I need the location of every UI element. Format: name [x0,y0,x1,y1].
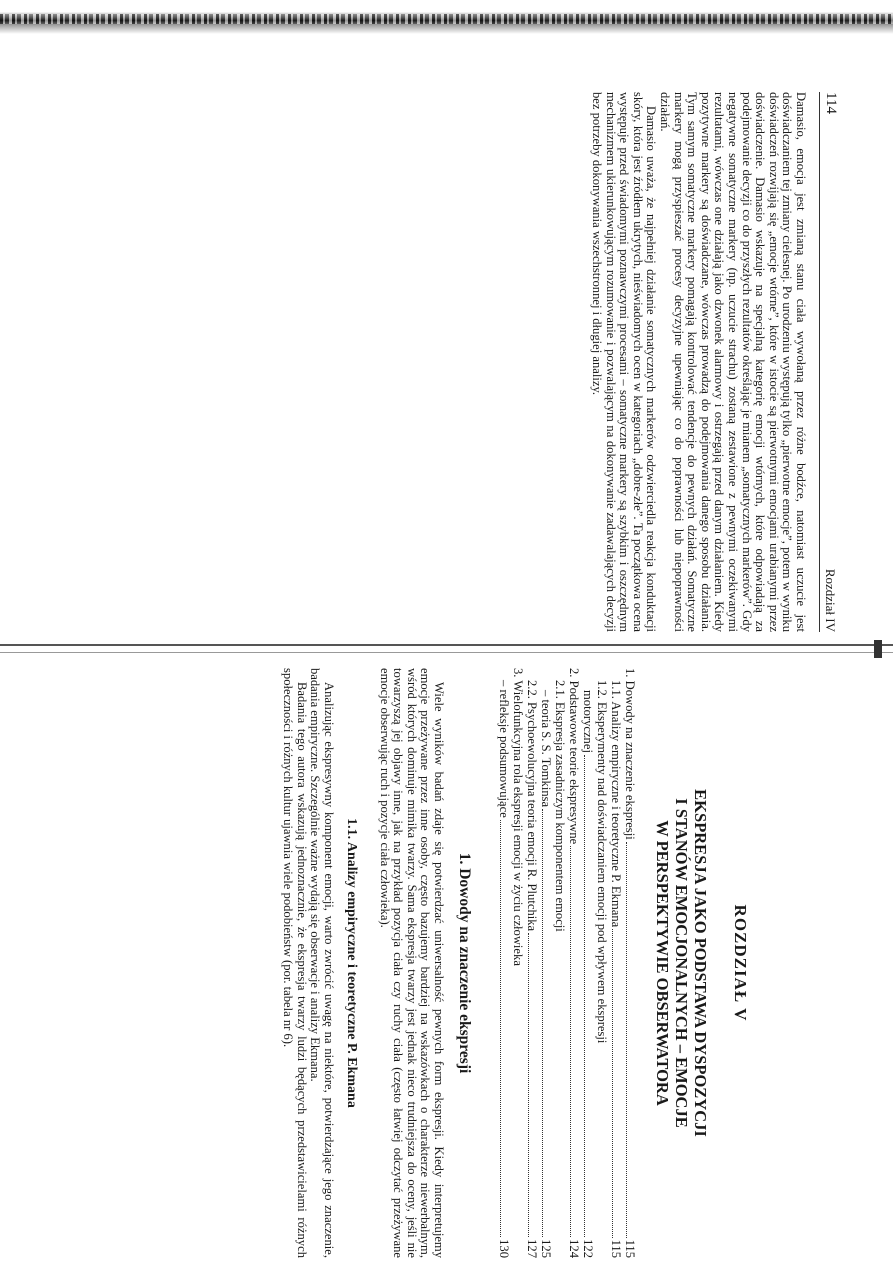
toc-entry-label: 1.2. Eksperymenty nad doświadczaniem emocji pod wpływem ekspresji [595,680,609,1044]
toc-entry-label: motorycznej [581,690,595,753]
toc-entry-label: – teoria S. S. Tomkinsa [539,690,553,808]
chapter-label: ROZDZIAŁ V [731,904,750,1022]
toc-leader-dots [500,820,501,1237]
chapter-title [653,668,710,1258]
page-body [590,92,808,632]
toc-leader-dots [570,846,571,1237]
paragraph: Damasio, emocja jest zmianą stanu ciała wywołaną przez różne bodźce, natomiast uczucie jest doświadczaniem tej zmiany cielesnej. Po urodzeniu występują tylko „pierwotne emocje”, potem w wyniku doświadczeń rozwijają się „emocje wtórne”, które w istocie są pierwotnymi emocjami urabianymi przez doświadczenie. Damasio wskazuje na specjalną kategorię emocji wtórnych, które odpowiadają za podejmowanie decyzji co do przyszłych rezultatów określając je mianem „somatycznych markerów”. Gdy negatywne somatyczne markery (np. uczucie strachu) zostaną zestawione z pewnymi oczekiwanymi rezultatami, wówczas one działają jako dzwonek alarmowy i ostrzegają przed danym działaniem. Kiedy pozytywne markery są doświadczane, wówczas prowadzą do podejmowania danego sposobu działania. Tym samym somatyczne markery pomagają kontrolować tendencje do pewnych działań. Somatyczne markery mogą przyspieszać procesy decyzyjne upewniając co do poprawności lub niepoprawności działań. [658,92,808,632]
page-number: 114 [823,92,839,114]
toc-leader-dots [542,809,543,1237]
chapter-title-line: W PERSPEKTYWIE OBSERWATORA [653,820,672,1106]
page-115 [80,668,790,1258]
subsection-title: 1.1. Analizy empiryczne i teoretyczne P. Ekmana [344,818,360,1108]
toc-leader-dots [584,755,585,1237]
toc-entry [539,668,553,1258]
page-114 [480,92,840,632]
page-divider [0,644,893,646]
scan-mark [874,640,882,658]
toc-entry-page: 125 [539,1239,553,1258]
toc-leader-dots [612,929,613,1237]
running-head-title: Rozdział IV [823,568,838,632]
toc-leader-dots [626,842,627,1238]
running-header [819,92,840,632]
scan-edge-artifact [0,0,893,34]
toc-entry-page: 115 [609,1239,623,1258]
paragraph: Damasio uważa, że najpełniej działanie somatycznych markerów odzwierciedla reakcja konduktacji skóry, która jest źródłem ukrytych, nieświadomych ocen w kategoriach „dobre-złe”. Ta początkowa ocena występuje przed świadomymi poznawczymi procesami – somatyczne markery są szybkim i oszczędnym mechanizmem ukierunkowującym rozumowanie i pozwalającym na dokonywanie zadawalających decyzji bez potrzeby dokonywania wszechstronnej i długiej analizy. [590,92,659,632]
toc-entry [609,668,623,1258]
subsection-body [281,668,335,1258]
toc-entry [567,668,581,1258]
toc-entry-page: 130 [497,1239,511,1258]
toc-entry-page: 124 [567,1239,581,1258]
paragraph: Analizując ekspresywny komponent emocji, warto zwrócić uwagę na niektóre, potwierdzające jego znaczenie, badania empiryczne. Szczególnie ważne wydają się obserwacje i analizy Ekmana. [308,668,337,1258]
toc-entry-page: 122 [581,1239,595,1258]
toc-entry-label: 2.1. Ekspresja zasadniczym komponentem emocji [553,680,567,932]
chapter-title-line: I STANÓW EMOCJONALNYCH – EMOCJE [672,798,691,1128]
toc-entry-page: 127 [525,1239,539,1258]
toc-entry-label: – refleksje podsumowujące [497,680,511,818]
toc-entry [553,668,567,1258]
toc-entry [623,668,637,1258]
toc-entry [581,668,595,1258]
paragraph: Wiele wyników badań zdaje się potwierdzać uniwersalność pewnych form ekspresji. Kiedy interpretujemy emocje przeżywane przez inne osoby, często bazujemy bardziej na wskazówkach o charakterze niewerbalnym, wśród których dominuje mimika twarzy. Sama ekspresja twarzy jest jednak nieco trudniejsza do oceny, jeśli nie towarzyszą jej objawy inne, jak na przykład pozycja ciała czy ruchy ciała (często łatwiej odczytać przeżywane emocje obserwując ruch i pozycje ciała człowieka). [377,668,446,1258]
toc-entry [525,668,539,1258]
toc-entry-label: 2. Podstawowe teorie ekspresywne [567,668,581,845]
toc-leader-dots [528,933,529,1237]
toc-entry [511,668,525,1258]
toc-entry [497,668,511,1258]
toc-entry-label: 3. Wielofunkcyjna rola ekspresji emocji w życiu człowieka [511,668,525,966]
paragraph: Badania tego autora wskazują jednoznacznie, że ekspresja twarzy ludzi będących przedstawicielami różnych społeczności i różnych kultur ujawnia wiele podobieństw (por. tabela nr 6). [281,668,309,1258]
section-body [377,668,445,1258]
toc-entry-label: 1.1. Analizy empiryczne i teoretyczne P. Ekmana [609,680,623,928]
toc-entry [595,668,609,1258]
section-title: 1. Dowody na znaczenie ekspresji [456,852,473,1074]
page-divider-secondary [0,652,893,653]
toc-entry-label: 1. Dowody na znaczenie ekspresji [623,668,637,840]
toc-entry-page: 115 [623,1239,637,1258]
chapter-title-line: EKSPRESJA JAKO PODSTAWA DYSPOZYCJI [691,789,710,1137]
toc-entry-label: 2.2. Psychoewolucyjna teoria emocji R. Plutchika [525,680,539,932]
table-of-contents [497,668,637,1258]
